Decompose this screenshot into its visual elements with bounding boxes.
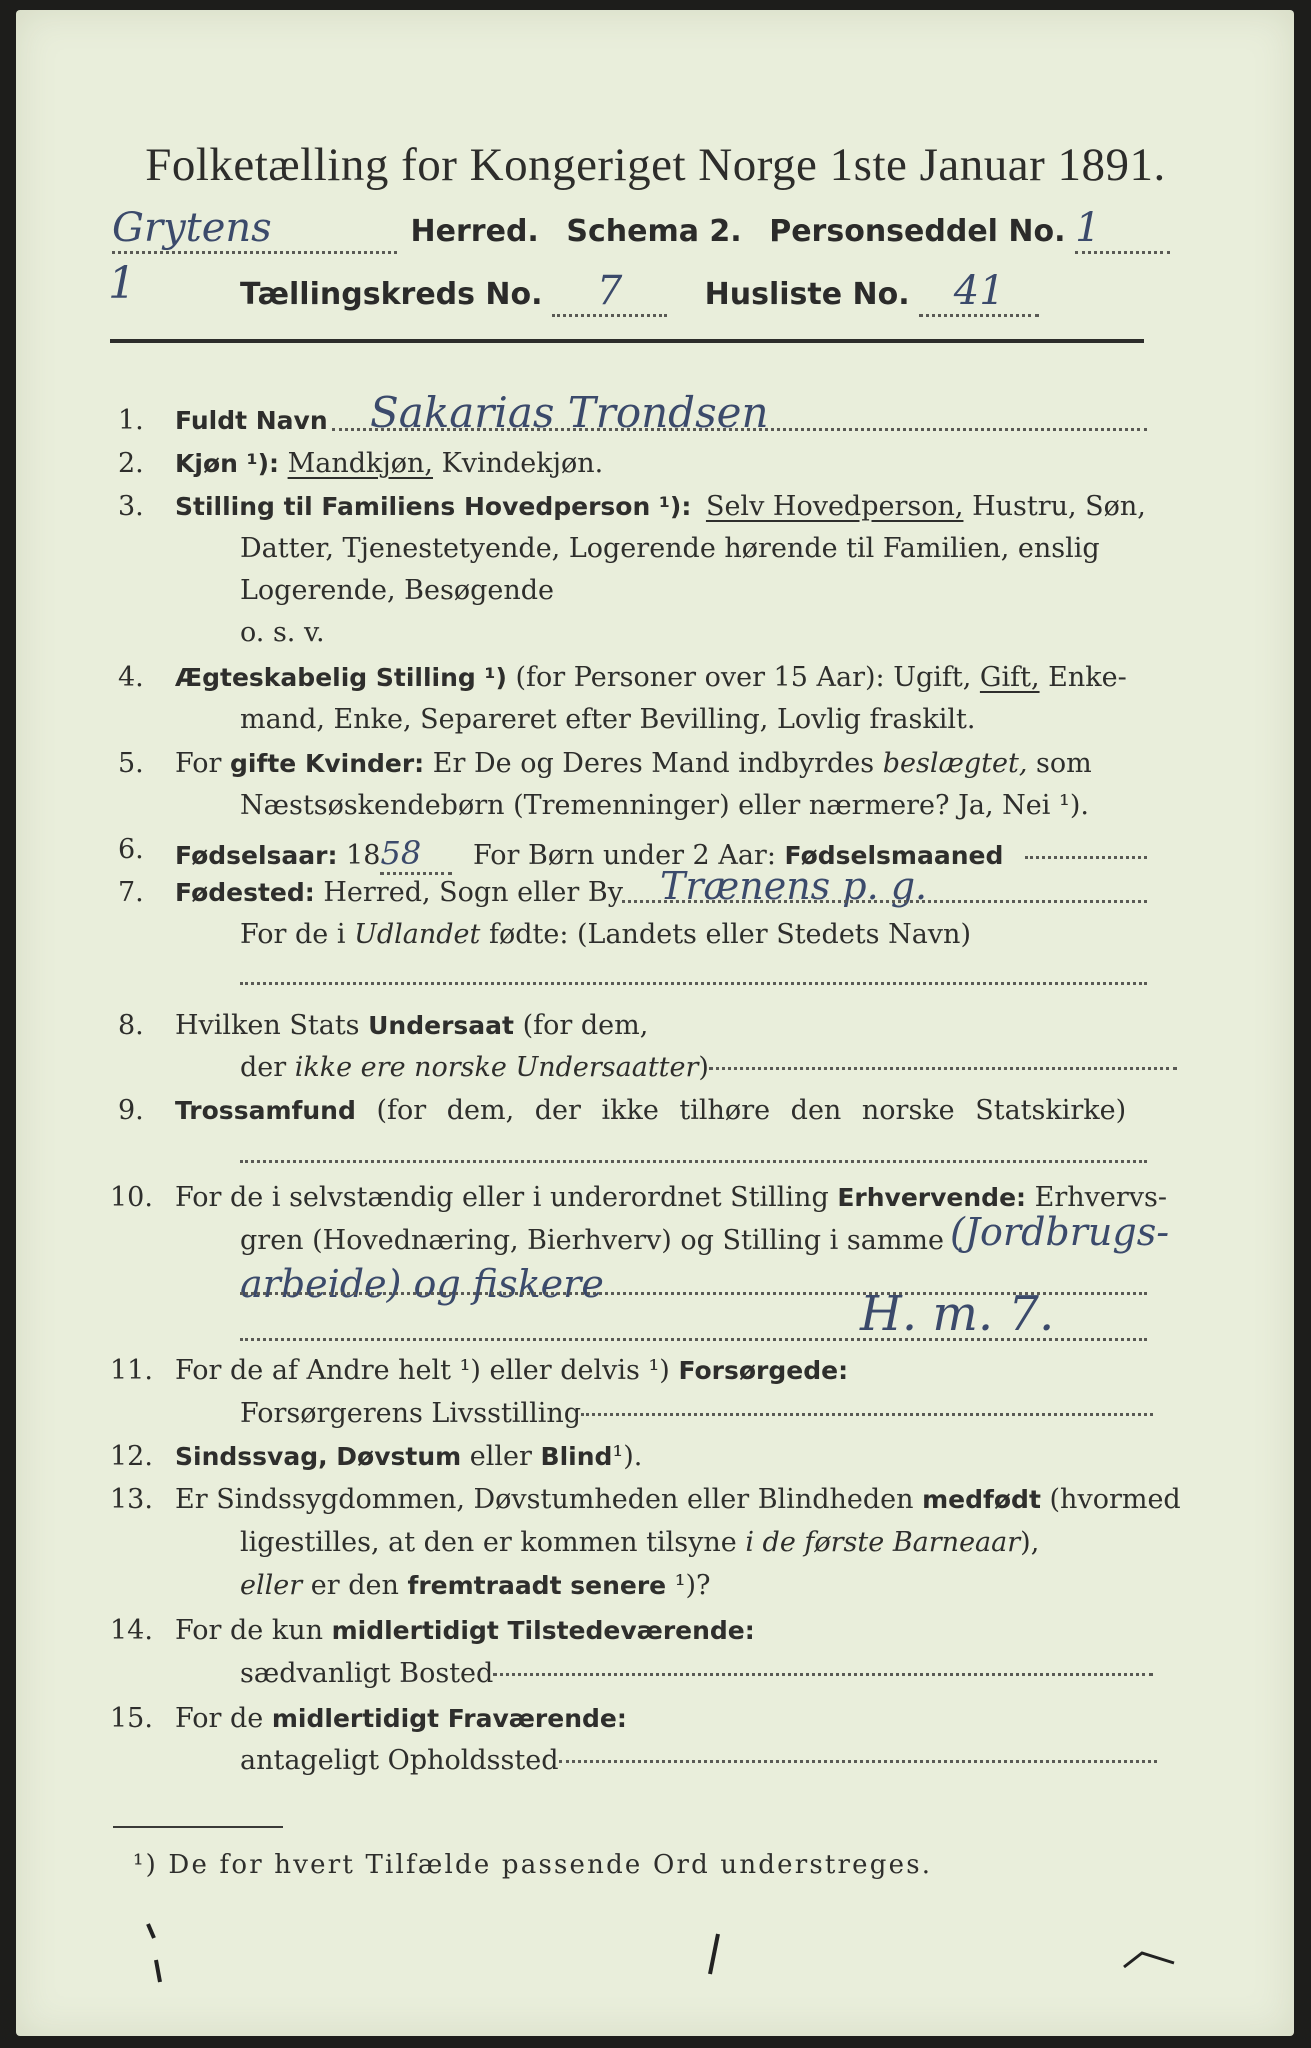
q12-text bbox=[175, 1441, 642, 1472]
q7-handwritten-place: Trænens p. g. bbox=[660, 864, 928, 908]
q9-label: Trossamfund bbox=[175, 1096, 356, 1125]
q13-end: (hvormed bbox=[1049, 1484, 1181, 1515]
q15-number: 15. bbox=[110, 1703, 153, 1734]
q7-label: Fødested: bbox=[175, 878, 315, 907]
q3-line-4: o. s. v. bbox=[240, 617, 325, 648]
q15-line-2 bbox=[240, 1745, 1157, 1776]
q6-label: Fødselsaar: bbox=[175, 841, 338, 870]
q13-line-2: ligestilles, at den er kommen tilsyne i de første Barneaar), bbox=[240, 1527, 1040, 1558]
personseddel-label: Personseddel No. bbox=[769, 214, 1066, 249]
q10-line-2: gren (Hovednæring, Bierhverv) og Stilling i samme bbox=[240, 1225, 945, 1256]
q7-line2-italic: Udlandet bbox=[354, 919, 481, 950]
q7-line-2 bbox=[240, 919, 971, 950]
q14-line2-text: sædvanligt Bosted bbox=[240, 1658, 494, 1689]
q10-text bbox=[175, 1182, 1167, 1213]
q5-text bbox=[175, 748, 1092, 779]
q10-dotted-line-2 bbox=[240, 1338, 1147, 1341]
q1-text bbox=[175, 405, 328, 436]
q7-dotted-line-2 bbox=[240, 982, 1147, 985]
kreds-handwritten: 7 bbox=[552, 268, 667, 317]
q13-line3-mid: er den bbox=[310, 1570, 399, 1601]
q15-dotted-line bbox=[559, 1760, 1157, 1763]
q13-line-3 bbox=[240, 1570, 711, 1601]
q15-pre: For de bbox=[175, 1703, 264, 1734]
q3-label: Stilling til Familiens Hovedperson ¹): bbox=[175, 492, 692, 521]
q4-text-2: Enke- bbox=[1048, 662, 1127, 693]
q7-number: 7. bbox=[118, 877, 144, 908]
q6-number: 6. bbox=[118, 834, 144, 865]
q15-line2-text: antageligt Opholdssted bbox=[240, 1745, 559, 1776]
q4-number: 4. bbox=[118, 662, 144, 693]
q11-line-2 bbox=[240, 1398, 1153, 1429]
q4-option-married: Gift, bbox=[979, 662, 1040, 693]
herred-label: Herred. bbox=[410, 214, 539, 249]
q10-number: 10. bbox=[110, 1182, 153, 1213]
husliste-label: Husliste No. bbox=[704, 277, 910, 312]
kreds-label: Tællingskreds No. bbox=[240, 277, 543, 312]
q10-label: Erhvervende: bbox=[837, 1183, 1027, 1212]
form-title: Folketælling for Kongeriget Norge 1ste Januar 1891. bbox=[145, 139, 1166, 191]
q1-number: 1. bbox=[118, 405, 144, 436]
q4-line-2: mand, Enke, Separeret efter Bevilling, Lovlig fraskilt. bbox=[240, 704, 976, 735]
q7-line2-pre: For de i bbox=[240, 919, 346, 950]
q6-prefix: 18 bbox=[346, 840, 381, 871]
q3-number: 3. bbox=[118, 491, 144, 522]
q3-line-3: Logerende, Besøgende bbox=[240, 575, 554, 606]
q10-handwritten-2: arbeide) og fiskere bbox=[240, 1262, 604, 1306]
q5-line-2: Næstsøskendebørn (Tremenninger) eller nærmere? Ja, Nei ¹). bbox=[240, 790, 1089, 821]
q10-handwritten-3: H. m. 7. bbox=[860, 1286, 1055, 1342]
q10-handwritten-1: (Jordbrugs- bbox=[950, 1210, 1170, 1254]
q3-text bbox=[175, 491, 1146, 522]
q11-label: Forsørgede: bbox=[678, 1356, 849, 1385]
q2-label: Kjøn ¹): bbox=[175, 449, 279, 478]
header-divider bbox=[110, 339, 1144, 343]
q14-dotted-line bbox=[493, 1673, 1153, 1676]
q11-text bbox=[175, 1355, 848, 1386]
q14-number: 14. bbox=[110, 1615, 153, 1646]
q12-number: 12. bbox=[110, 1441, 153, 1472]
q2-option-female: Kvindekjøn. bbox=[441, 448, 604, 479]
q7-text bbox=[175, 877, 623, 908]
herred-handwritten: Grytens bbox=[112, 205, 397, 254]
q14-pre: For de kun bbox=[175, 1615, 323, 1646]
q14-line-2 bbox=[240, 1658, 1153, 1689]
q8-line2-pre: der bbox=[240, 1052, 287, 1083]
q8-label: Undersaat bbox=[368, 1011, 514, 1040]
q2-text bbox=[175, 448, 603, 479]
pen-mark-left bbox=[140, 1920, 170, 1990]
q13-line3-end: ¹)? bbox=[674, 1570, 711, 1601]
q3-line-2: Datter, Tjenestetyende, Logerende hørende til Familien, enslig bbox=[240, 533, 1100, 564]
q12-mid: eller bbox=[469, 1441, 532, 1472]
q11-dotted-line bbox=[581, 1413, 1153, 1416]
q14-label: midlertidigt Tilstedeværende: bbox=[331, 1616, 755, 1645]
q8-rest: (for dem, bbox=[522, 1010, 649, 1041]
q5-label: gifte Kvinder: bbox=[230, 749, 425, 778]
q13-pre: Er Sindssygdommen, Døvstumheden eller Blindheden bbox=[175, 1484, 914, 1515]
q8-number: 8. bbox=[118, 1010, 144, 1041]
q12-label: Sindssvag, Døvstum bbox=[175, 1442, 462, 1471]
footnote-divider bbox=[113, 1826, 283, 1828]
q8-dotted-line bbox=[709, 1067, 1177, 1070]
q11-number: 11. bbox=[110, 1355, 153, 1386]
q12-end: ¹). bbox=[612, 1441, 643, 1472]
q9-number: 9. bbox=[118, 1095, 144, 1126]
q9-dotted-line bbox=[240, 1160, 1147, 1163]
pen-mark-center bbox=[700, 1930, 730, 1980]
q13-line3-bold: fremtraadt senere bbox=[407, 1571, 667, 1600]
pen-mark-right bbox=[1120, 1945, 1180, 1975]
q12-label-2: Blind bbox=[540, 1442, 613, 1471]
q10-end: Erhvervs- bbox=[1034, 1182, 1168, 1213]
q13-line3-italic: eller bbox=[240, 1570, 303, 1601]
husliste-handwritten: 41 bbox=[919, 268, 1039, 317]
q15-text bbox=[175, 1703, 627, 1734]
q11-pre: For de af Andre helt ¹) eller delvis ¹) bbox=[175, 1355, 670, 1386]
q1-label: Fuldt Navn bbox=[175, 406, 328, 435]
q8-pre: Hvilken Stats bbox=[175, 1010, 360, 1041]
q7-rest: Herred, Sogn eller By bbox=[323, 877, 623, 908]
q4-label: Ægteskabelig Stilling ¹) bbox=[175, 663, 507, 692]
q13-label: medfødt bbox=[922, 1485, 1041, 1514]
q6-rest: For Børn under 2 Aar: bbox=[473, 840, 776, 871]
q5-end: som bbox=[1036, 748, 1092, 779]
q11-line2-text: Forsørgerens Livsstilling bbox=[240, 1398, 582, 1429]
q5-number: 5. bbox=[118, 748, 144, 779]
q15-label: midlertidigt Fraværende: bbox=[271, 1704, 627, 1733]
q6-label-2: Fødselsmaaned bbox=[784, 841, 1004, 870]
q8-line2-italic: ikke ere norske Undersaatter bbox=[294, 1052, 699, 1083]
schema-label: Schema 2. bbox=[566, 214, 742, 249]
q3-option-self: Selv Hovedperson, bbox=[705, 491, 964, 522]
q6-dotted-line bbox=[1025, 856, 1147, 859]
q5-italic: beslægtet, bbox=[882, 748, 1028, 779]
margin-handwritten: 1 bbox=[108, 258, 136, 309]
q2-number: 2. bbox=[118, 448, 144, 479]
q13-line2-italic: i de første Barneaar bbox=[745, 1527, 1021, 1558]
q13-text bbox=[175, 1484, 1181, 1515]
q9-text bbox=[175, 1095, 1126, 1126]
q1-dotted-line bbox=[332, 428, 1147, 431]
q8-line-2: der ikke ere norske Undersaatter) bbox=[240, 1052, 1177, 1083]
personseddel-handwritten: 1 bbox=[1075, 205, 1170, 254]
q4-text-1: (for Personer over 15 Aar): Ugift, bbox=[515, 662, 972, 693]
q14-text bbox=[175, 1615, 755, 1646]
q6-handwritten-year: 58 bbox=[380, 834, 452, 875]
q5-rest: Er De og Deres Mand indbyrdes bbox=[432, 748, 875, 779]
footnote: ¹) De for hvert Tilfælde passende Ord understreges. bbox=[133, 1850, 933, 1880]
q4-text bbox=[175, 662, 1127, 693]
q2-option-male: Mandkjøn, bbox=[287, 448, 433, 479]
q7-dotted-line bbox=[622, 900, 1147, 903]
header-kreds-line bbox=[240, 268, 1039, 317]
q1-handwritten-name: Sakarias Trondsen bbox=[370, 388, 769, 437]
q7-line2-rest: fødte: (Landets eller Stedets Navn) bbox=[488, 919, 971, 950]
q8-text bbox=[175, 1010, 648, 1041]
q10-pre: For de i selvstændig eller i underordnet Stilling bbox=[175, 1182, 829, 1213]
q9-rest: (for dem, der ikke tilhøre den norske Statskirke) bbox=[376, 1095, 1127, 1126]
q5-pre: For bbox=[175, 748, 222, 779]
header-herred-line bbox=[112, 205, 1170, 254]
q13-line2-pre: ligestilles, at den er kommen tilsyne bbox=[240, 1527, 737, 1558]
q3-options-rest: Hustru, Søn, bbox=[972, 491, 1146, 522]
q13-number: 13. bbox=[110, 1484, 153, 1515]
